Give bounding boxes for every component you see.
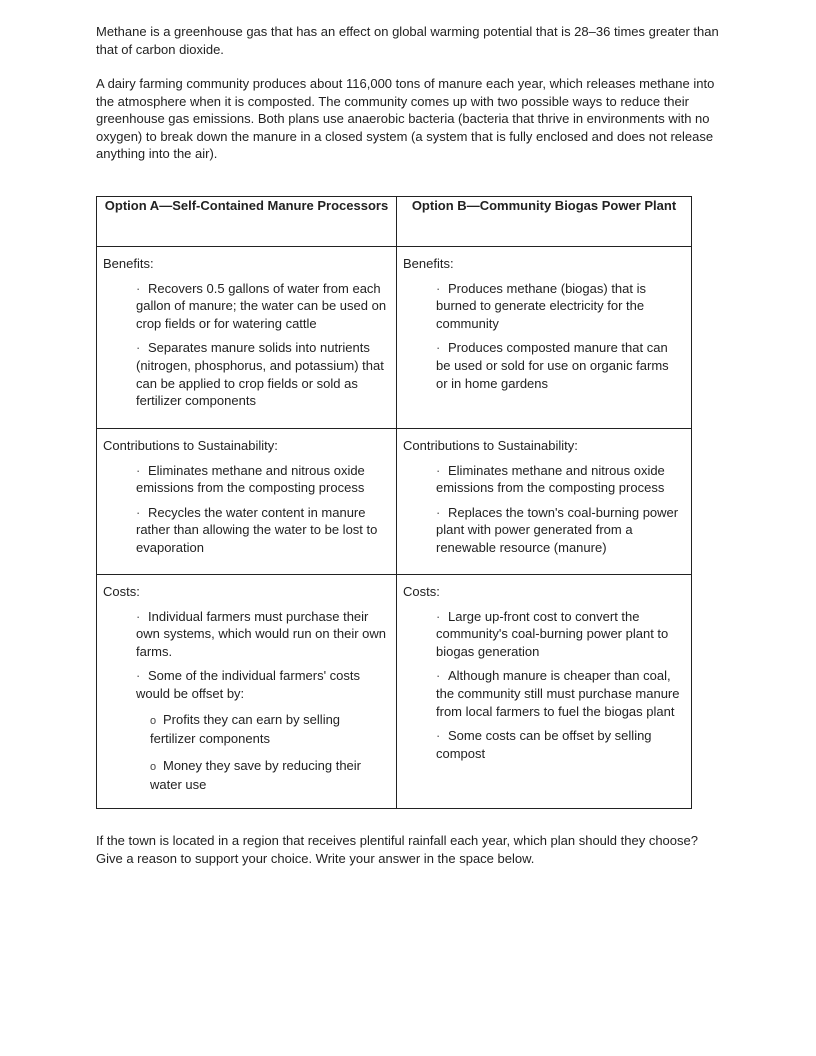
list-item-text: Individual farmers must purchase their own systems, which would run on their own farms. — [136, 608, 387, 659]
list-item-text: Although manure is cheaper than coal, the community still must purchase manure from local farmers to fuel the biogas plant — [436, 668, 680, 719]
list-item-text: Recycles the water content in manure rather than allowing the water to be lost to evaporation — [136, 504, 378, 555]
list-item-text: Eliminates methane and nitrous oxide emissions from the composting process — [436, 462, 665, 496]
list-item-text: Some of the individual farmers' costs would be offset by: — [136, 668, 361, 701]
list-item — [436, 504, 691, 557]
bullet-icon: · — [136, 504, 141, 520]
list-item — [136, 280, 396, 333]
bullet-icon: · — [136, 608, 141, 624]
list-item — [136, 504, 396, 557]
bullet-icon: · — [136, 280, 141, 296]
costs-label: Costs: — [103, 584, 140, 599]
sub-list-item — [150, 711, 388, 748]
sub-list-item-text: Money they save by reducing their water use — [150, 757, 361, 793]
bullet-icon: · — [136, 668, 141, 684]
bullet-icon: · — [436, 504, 441, 520]
option-a-benefits-cell — [97, 247, 397, 429]
list-item — [136, 339, 396, 409]
circle-bullet-icon: o — [150, 760, 157, 773]
option-b-header: Option B—Community Biogas Power Plant — [397, 197, 692, 247]
bullet-icon: · — [436, 728, 441, 744]
list-item-text: Large up-front cost to convert the community's coal-burning power plant to biogas generation — [436, 608, 669, 659]
bullet-icon: · — [136, 462, 141, 478]
option-b-sustainability-cell — [397, 429, 692, 575]
sustainability-label: Contributions to Sustainability: — [103, 438, 278, 453]
list-item-text: Recovers 0.5 gallons of water from each gallon of manure; the water can be used on crop fields or for watering cattle — [136, 280, 387, 331]
sustainability-label: Contributions to Sustainability: — [403, 438, 578, 453]
option-a-header: Option A—Self-Contained Manure Processors — [97, 197, 397, 247]
sub-list-item — [150, 757, 388, 794]
list-item — [136, 462, 396, 497]
list-item — [136, 667, 396, 794]
benefits-label: Benefits: — [403, 256, 454, 271]
options-comparison-table — [96, 196, 692, 809]
list-item-text: Replaces the town's coal-burning power plant with power generated from a renewable resource (manure) — [436, 504, 679, 555]
question-prompt: If the town is located in a region that receives plentiful rainfall each year, which plan should they choose? Give a reason to support your choice. Write your answer in the space below. — [96, 833, 698, 866]
list-item-text: Produces composted manure that can be used or sold for use on organic farms or in home gardens — [436, 340, 669, 391]
list-item-text: Some costs can be offset by selling compost — [436, 728, 652, 761]
list-item-text: Separates manure solids into nutrients (nitrogen, phosphorus, and potassium) that can be applied to crop fields or sold as fertilizer components — [136, 340, 384, 409]
list-item — [436, 727, 691, 762]
bullet-icon: · — [436, 462, 441, 478]
bullet-icon: · — [436, 668, 441, 684]
list-item — [136, 608, 396, 661]
circle-bullet-icon: o — [150, 714, 157, 727]
option-a-costs-cell — [97, 575, 397, 809]
list-item — [436, 339, 691, 392]
sub-list-item-text: Profits they can earn by selling fertilizer components — [150, 711, 341, 747]
list-item — [436, 462, 691, 497]
list-item — [436, 608, 691, 661]
intro-paragraph-methane: Methane is a greenhouse gas that has an effect on global warming potential that is 28–36 times greater than that of carbon dioxide. — [96, 24, 719, 57]
option-a-sustainability-cell — [97, 429, 397, 575]
list-item-text: Eliminates methane and nitrous oxide emissions from the composting process — [136, 462, 365, 496]
costs-label: Costs: — [403, 584, 440, 599]
bullet-icon: · — [436, 280, 441, 296]
option-b-benefits-cell — [397, 247, 692, 429]
option-b-costs-cell — [397, 575, 692, 809]
list-item — [436, 280, 691, 333]
bullet-icon: · — [136, 340, 141, 356]
bullet-icon: · — [436, 340, 441, 356]
list-item-text: Produces methane (biogas) that is burned to generate electricity for the community — [436, 280, 646, 331]
bullet-icon: · — [436, 608, 441, 624]
benefits-label: Benefits: — [103, 256, 154, 271]
intro-paragraph-community: A dairy farming community produces about 116,000 tons of manure each year, which releases methane into the atmosphere when it is composted. The community comes up with two possible ways to reduce their greenhouse gas emissions. Both plans use anaerobic bacteria (bacteria that thrive in environments with no oxygen) to break down the manure in a closed system (a system that is fully enclosed and does not release anything into the air). — [96, 76, 715, 162]
list-item — [436, 667, 691, 720]
